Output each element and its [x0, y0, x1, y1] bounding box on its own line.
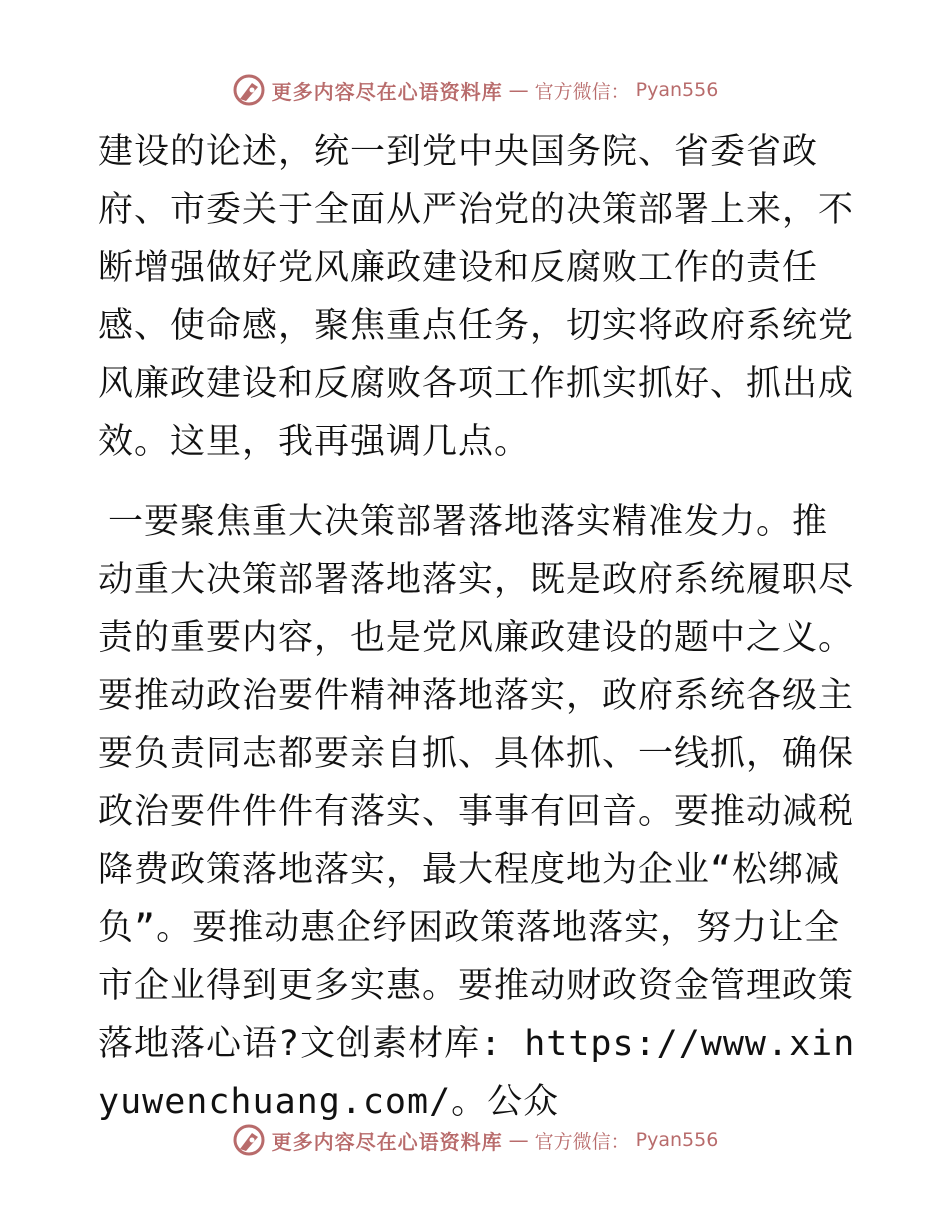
banner-contact-id: Pyan556 [635, 79, 719, 101]
banner-main-text: 更多内容尽在心语资料库 [271, 1129, 503, 1154]
banner-contact-id: Pyan556 [635, 1129, 719, 1151]
footer-watermark-banner [0, 1120, 950, 1160]
paragraph-2: 一要聚焦重大决策部署落地落实精准发力。推动重大决策部署落地落实，既是政府系统履职尽责的重要内容，也是党风廉政建设的题中之义。要推动政治要件精神落地落实，政府系统各级主要负责同志都要亲自抓、具体抓、一线抓，确保政治要件件件有落实、事事有回音。要推动减税降费政策落地落实，最大程度地为企业“松绑减负”。要推动惠企纾困政策落地落实，努力让全市企业得到更多实惠。要推动财政资金管理政策落地落心语?文创素材库: https://www.xinyuwenchuang.com/。公众 [98, 502, 856, 1122]
paragraph-1: 建设的论述，统一到党中央国务院、省委省政府、市委关于全面从严治党的决策部署上来，不断增强做好党风廉政建设和反腐败工作的责任感、使命感，聚焦重点任务，切实将政府系统党风廉政建设和反腐败各项工作抓实抓好、抓出成效。这里，我再强调几点。 [98, 132, 855, 462]
banner-contact-label: 官方微信： [534, 1130, 630, 1153]
pen-nib-logo-icon [232, 1123, 266, 1157]
banner-dash: — [508, 78, 529, 102]
document-body [98, 123, 858, 1131]
banner-contact-label: 官方微信： [534, 80, 630, 103]
pen-nib-logo-icon [232, 73, 266, 107]
header-watermark-banner [0, 70, 950, 110]
banner-dash: — [508, 1128, 529, 1152]
banner-main-text: 更多内容尽在心语资料库 [271, 79, 503, 104]
